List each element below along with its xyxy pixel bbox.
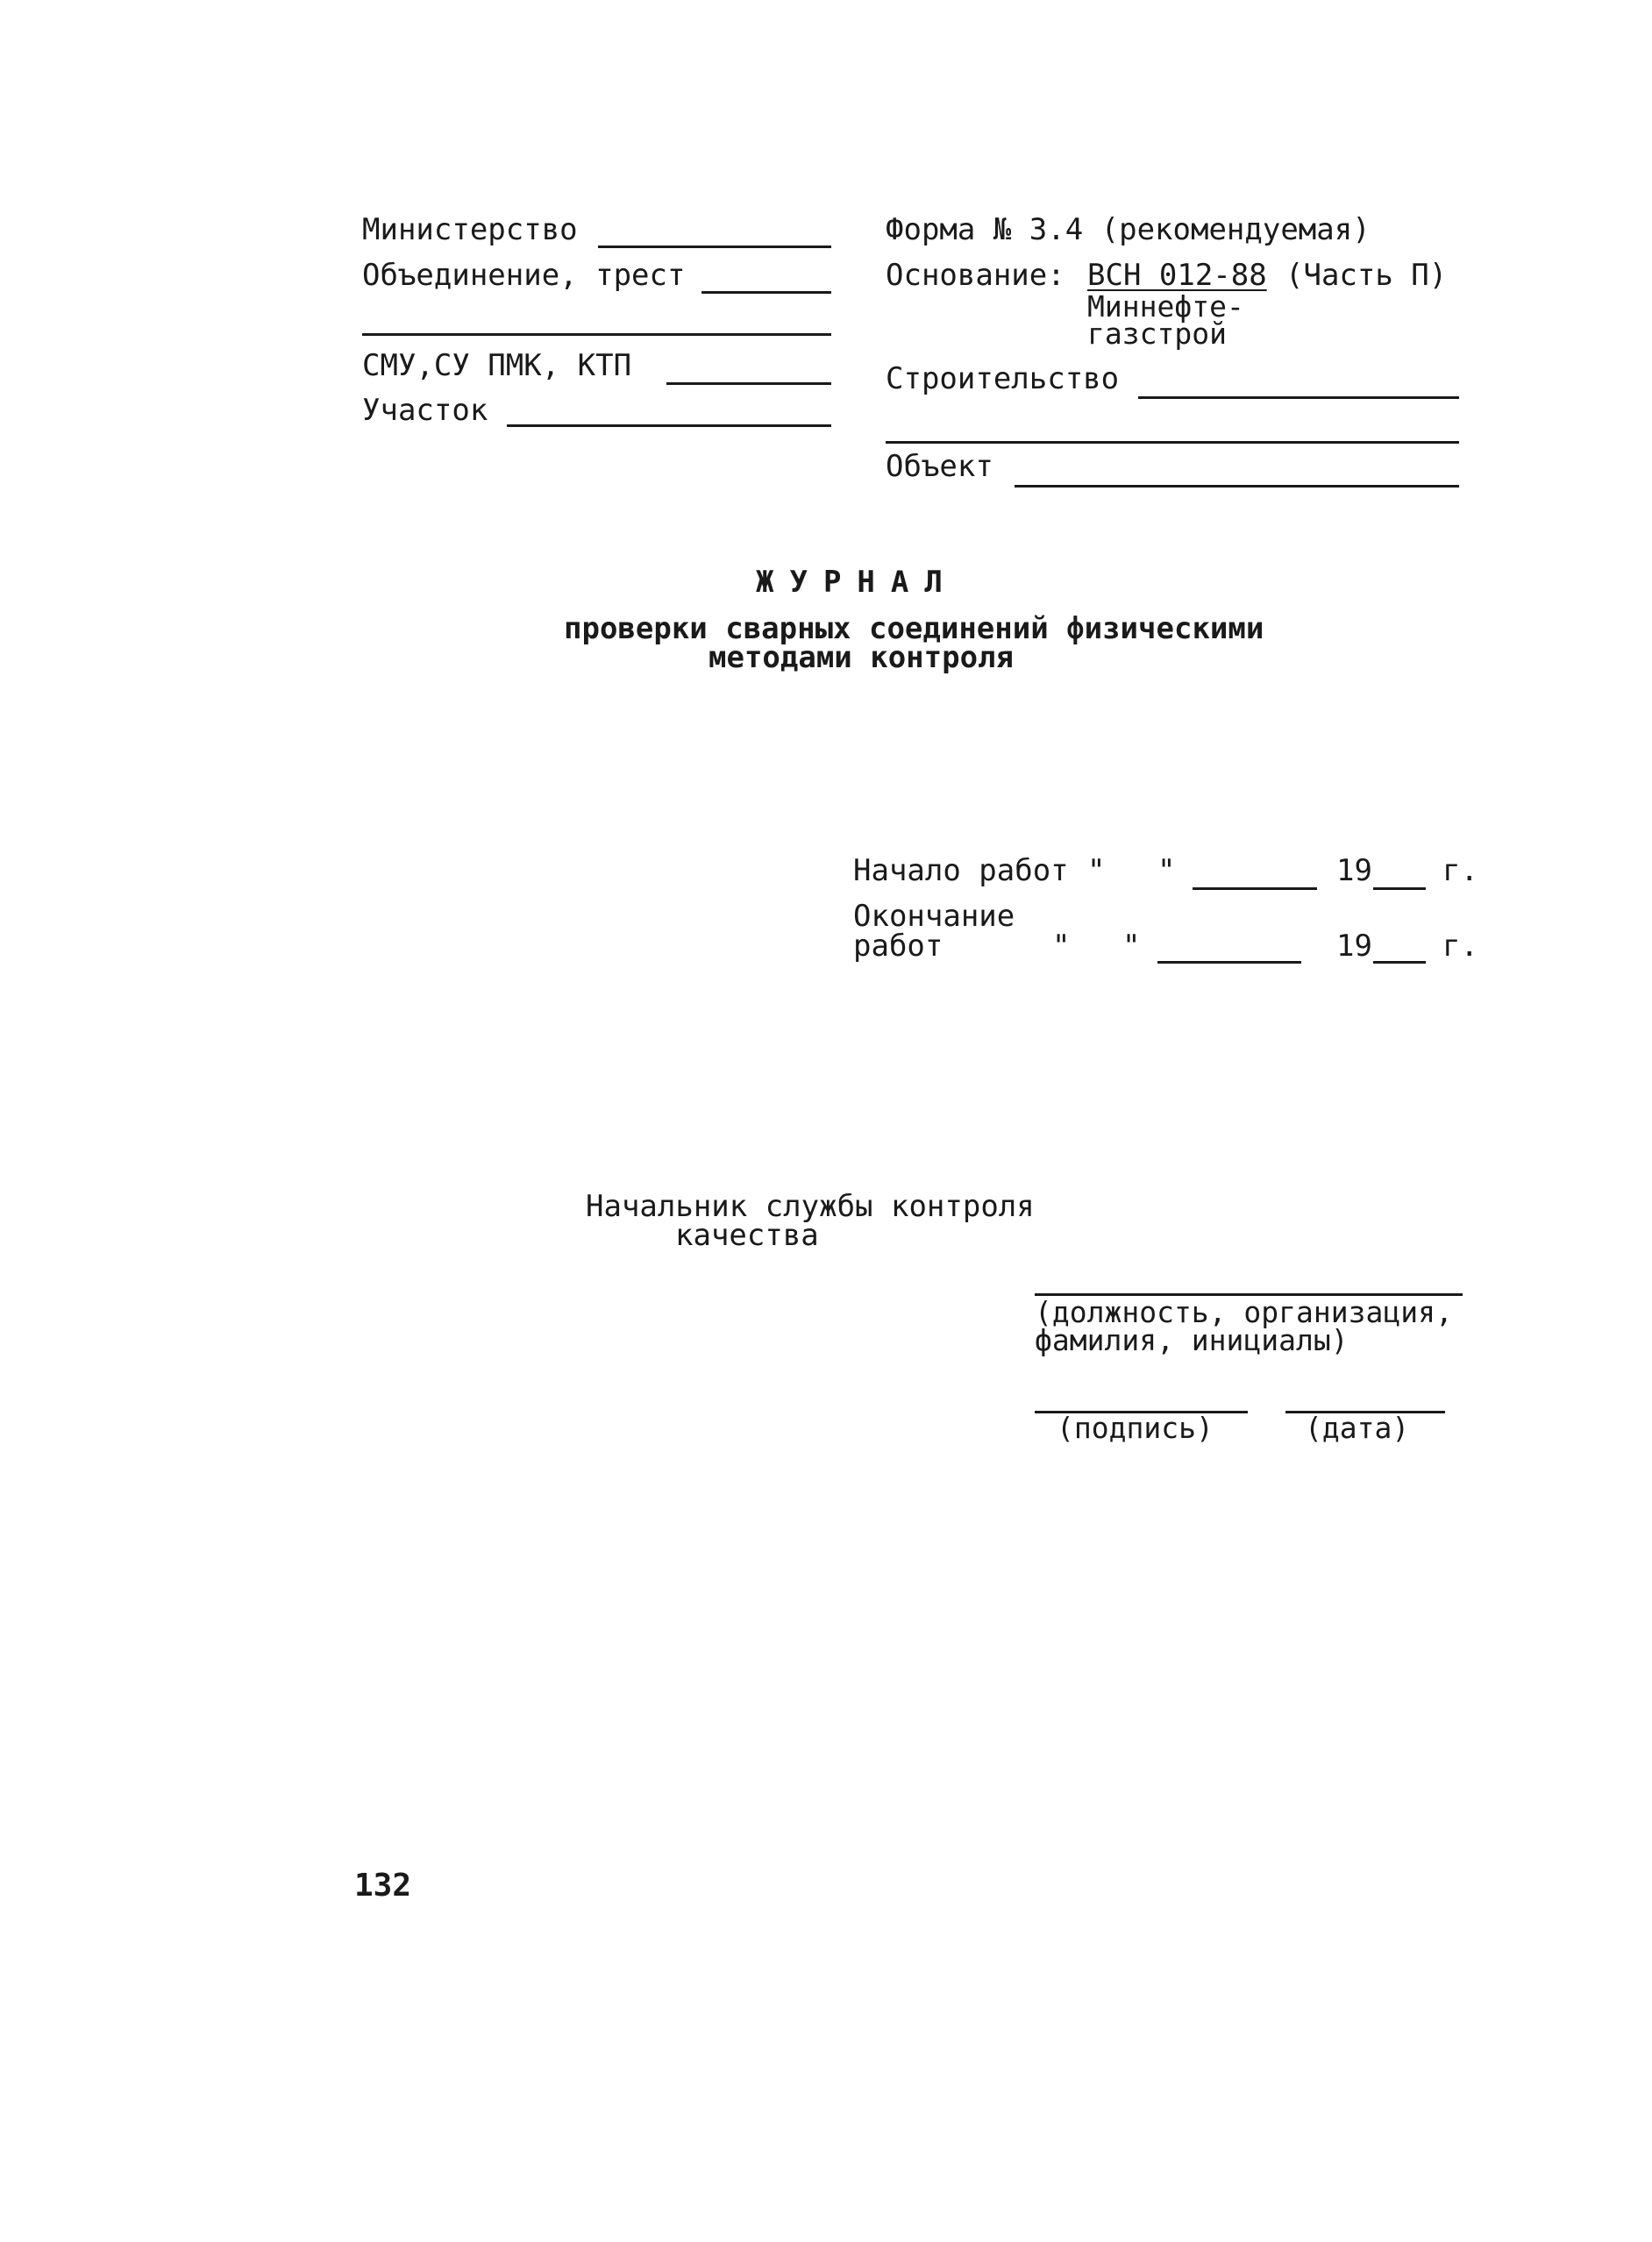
- end-date-label-line1: Окончание: [853, 899, 1015, 934]
- start-date-close-quote: ": [1157, 853, 1176, 888]
- section-label: Участок: [362, 393, 488, 428]
- ministry-label: Министерство: [362, 212, 578, 247]
- basis-document: ВСН 012-88: [1087, 258, 1267, 293]
- end-month-line: [1157, 961, 1301, 964]
- end-year-line: [1373, 961, 1426, 964]
- head-of-quality-line1: Начальник службы контроля: [586, 1189, 1035, 1224]
- start-month-line: [1193, 887, 1317, 890]
- object-label: Объект: [886, 449, 993, 484]
- association-field-line: [701, 291, 831, 294]
- document-title: ЖУРНАЛ: [756, 565, 958, 600]
- basis-org-line1: Миннефте-: [1087, 289, 1244, 324]
- association-label: Объединение, трест: [362, 258, 686, 293]
- start-year-line: [1373, 887, 1426, 890]
- basis-label: Основание:: [886, 258, 1065, 293]
- document-subtitle-line2: методами контроля: [709, 640, 1014, 675]
- basis-org-line2: газстрой: [1087, 317, 1227, 351]
- end-date-label-line2: работ: [853, 929, 943, 964]
- form-label: Форма № 3.4 (рекомендуемая): [886, 212, 1371, 247]
- end-year-prefix: 19: [1336, 929, 1372, 964]
- end-year-suffix: г.: [1442, 929, 1478, 964]
- association-extra-line: [362, 333, 831, 336]
- date-caption: (дата): [1305, 1411, 1410, 1445]
- object-field-line: [1015, 485, 1459, 488]
- start-date-label: Начало работ: [853, 853, 1069, 888]
- head-of-quality-line2: качества: [675, 1218, 819, 1253]
- smu-label: СМУ,СУ ПМК, КТП: [362, 348, 632, 383]
- section-field-line: [507, 424, 831, 427]
- position-caption-line2: фамилия, инициалы): [1035, 1323, 1349, 1357]
- end-date-close-quote: ": [1122, 929, 1141, 964]
- document-subtitle-line1: проверки сварных соединений физическими: [564, 611, 1264, 646]
- position-caption-line1: (должность, организация,: [1035, 1295, 1453, 1329]
- sign-caption: (подпись): [1057, 1411, 1214, 1445]
- construction-label: Строительство: [886, 361, 1120, 396]
- ministry-field-line: [598, 246, 831, 248]
- smu-field-line: [666, 382, 831, 385]
- basis-part: (Часть П): [1285, 258, 1448, 293]
- end-date-open-quote: ": [1052, 929, 1071, 964]
- start-year-prefix: 19: [1336, 853, 1372, 888]
- start-date-open-quote: ": [1087, 853, 1106, 888]
- construction-field-line: [1138, 396, 1459, 399]
- start-year-suffix: г.: [1442, 853, 1478, 888]
- page-number: 132: [354, 1868, 412, 1904]
- construction-extra-line: [886, 441, 1459, 444]
